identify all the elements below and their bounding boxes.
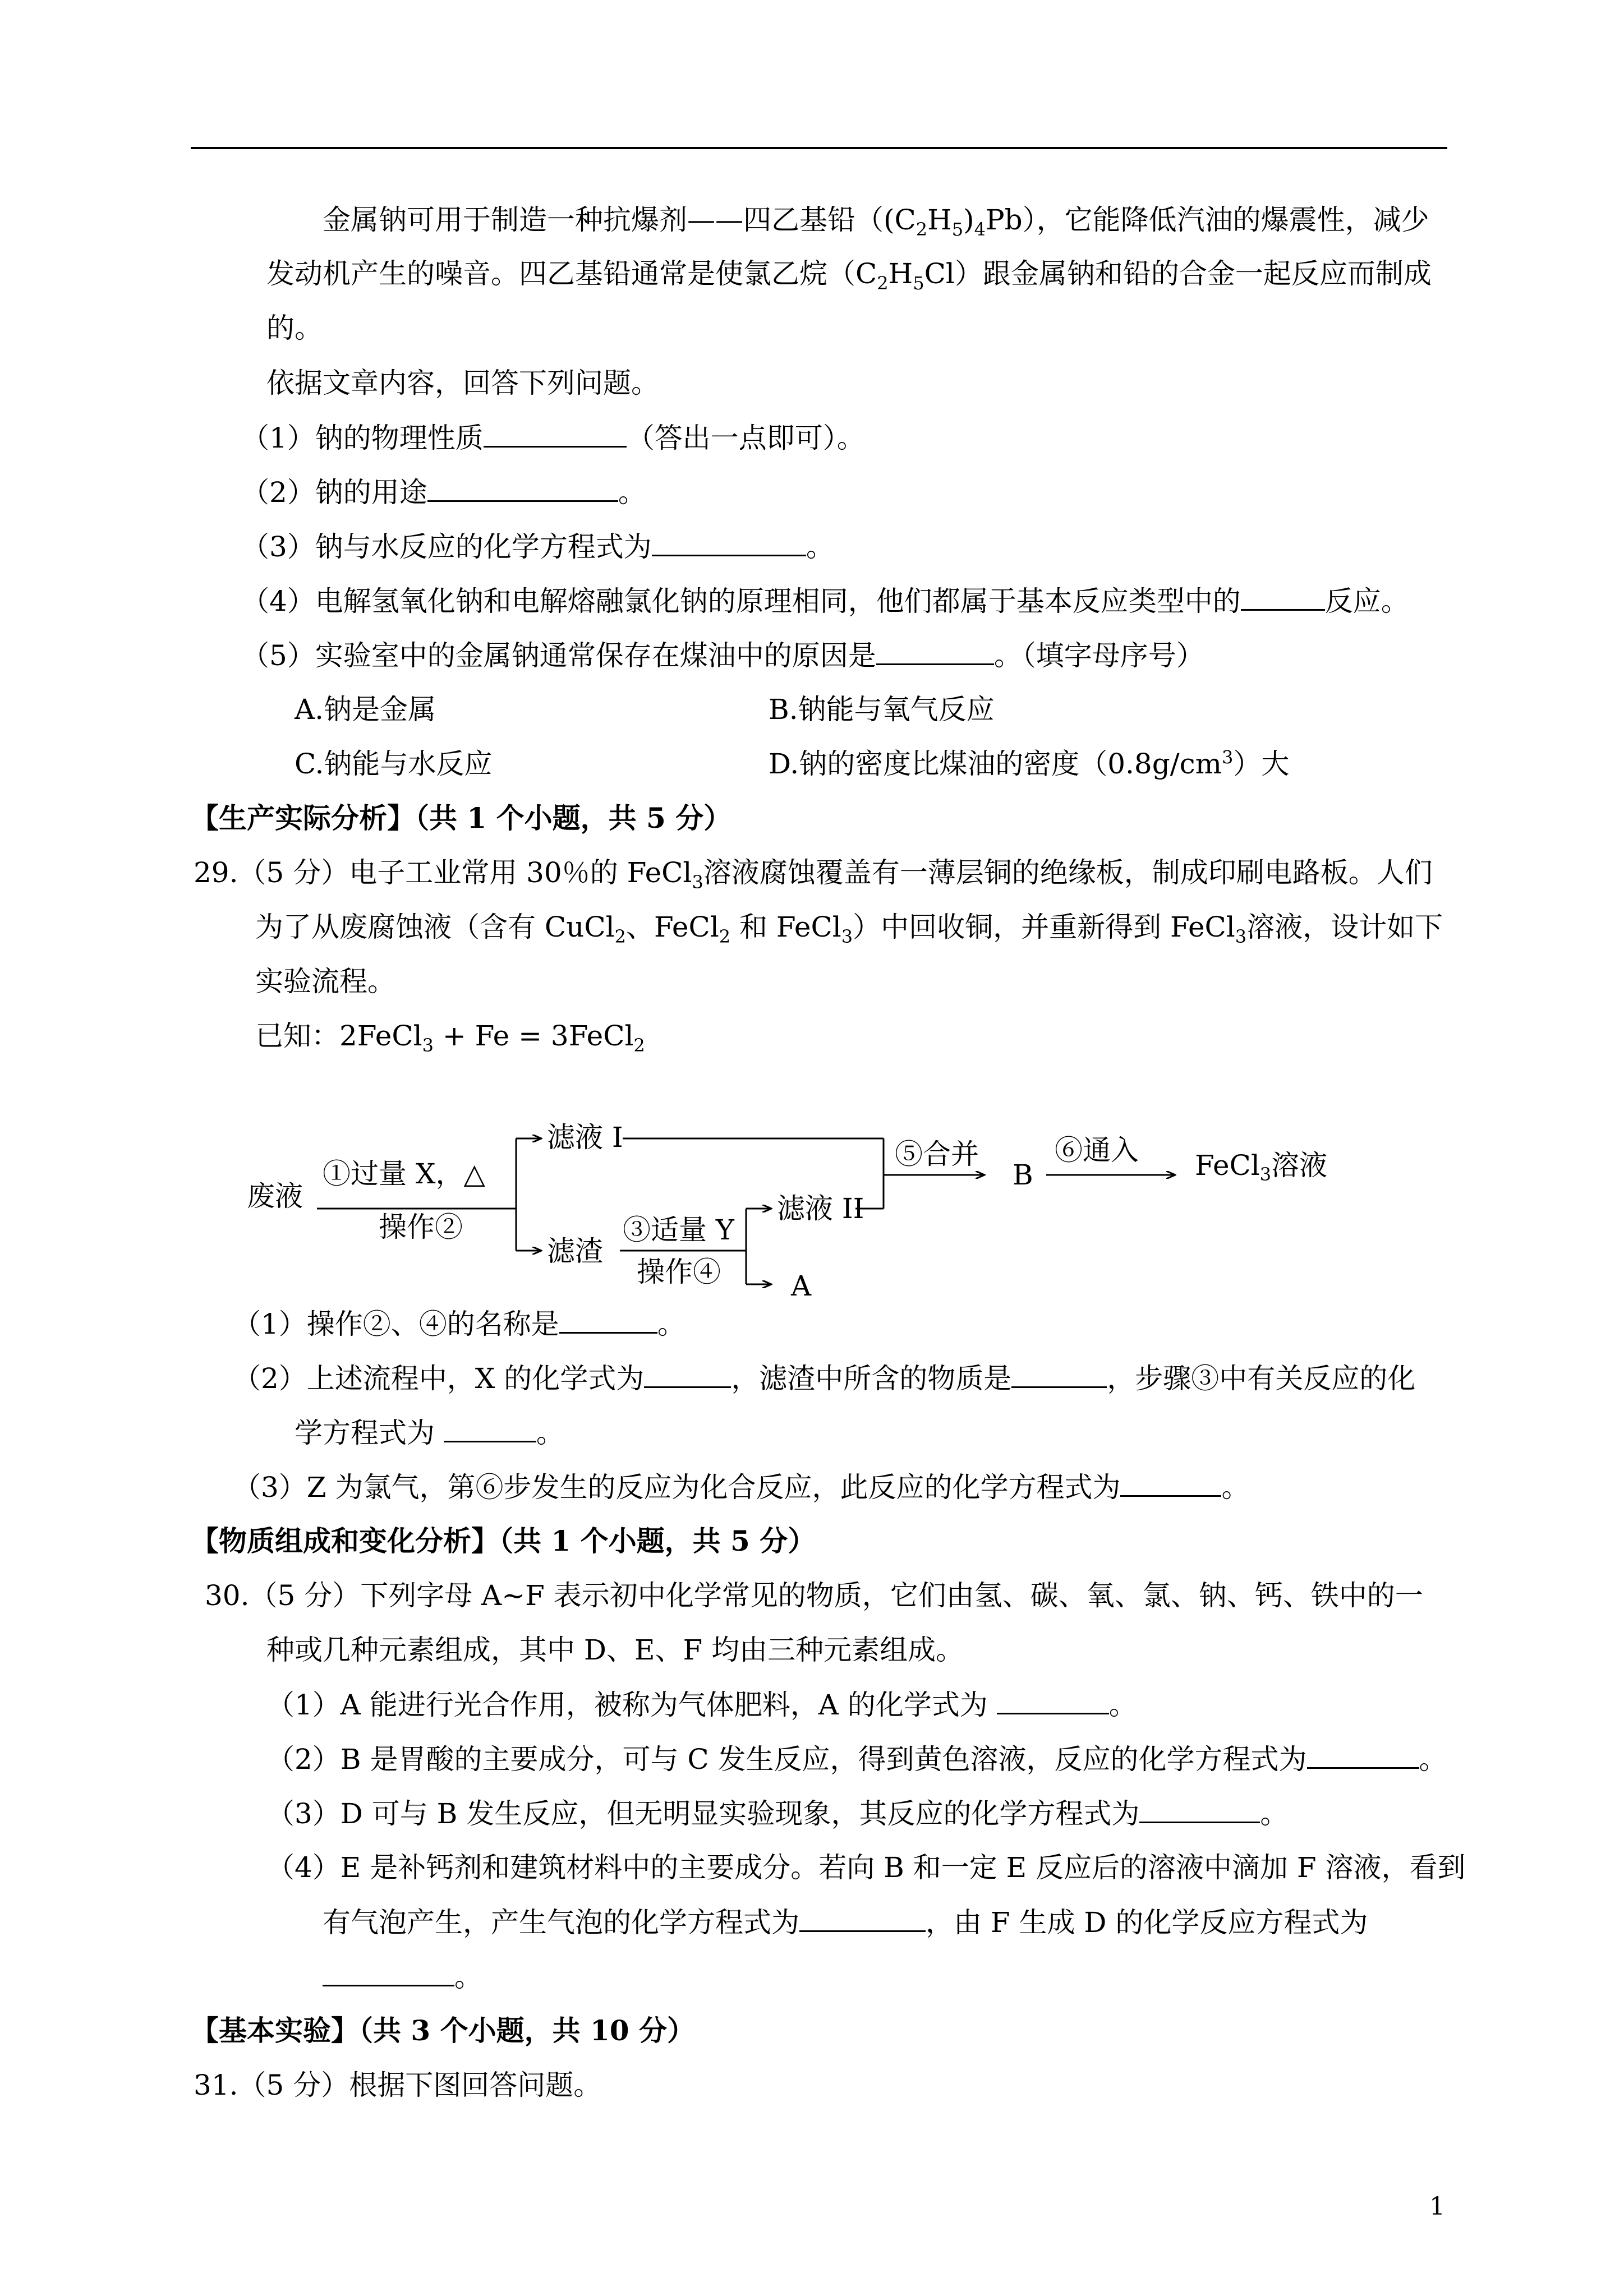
q28-option-d: D.钠的密度比煤油的密度$(0.8g/cm^3)$大	[769, 746, 1290, 780]
q30-part-1: （1）A 能进行光合作用，被称为气体肥料，A 的化学式为 。	[266, 1685, 1137, 1725]
intro-line-1: 金属钠可用于制造一种抗爆剂——四乙基铅$((C_2H_5)_4Pb)$，它能降低汽油的爆震性，减少	[323, 204, 1429, 240]
q28-option-c: C.钠能与水反应	[295, 748, 493, 780]
intro-line-3: 的。	[266, 312, 323, 344]
page-number: 1	[1429, 2192, 1445, 2221]
flow-step-6: ⑥通入	[1055, 1134, 1139, 1167]
q28-option-b: B.钠能与氧气反应	[769, 693, 995, 726]
q29-line-2: 为了从废腐蚀液（含有 CuCl$_2$、FeCl$_2$ 和 FeCl$_3$）中回收铜，并重新得到 FeCl$_3$溶液，设计如下	[255, 911, 1443, 947]
flow-product-A: A	[791, 1270, 812, 1302]
q30-line-1: 30.（5 分）下列字母 A~F 表示初中化学常见的物质，它们由氢、碳、氧、氯、钠、钙、铁中的一	[205, 1579, 1423, 1612]
flow-filtrate-2: 滤液 II	[777, 1192, 864, 1225]
q29-part-2-cont: 学方程式为 。	[295, 1413, 564, 1453]
flow-residue: 滤渣	[547, 1235, 603, 1267]
section-title-basic-experiment: 【基本实验】（共 3 个小题，共 10 分）	[191, 2014, 695, 2047]
flow-step-1: ①过量 X，△	[323, 1158, 485, 1190]
flow-filtrate-1: 滤液 I	[547, 1121, 623, 1154]
q30-part-2: （2）B 是胃酸的主要成分，可与 C 发生反应，得到黄色溶液，反应的化学方程式为 。	[266, 1739, 1447, 1779]
q28-part-1: （1）钠的物理性质 （答出一点即可）。	[241, 418, 865, 458]
q29-line-3: 实验流程。	[255, 965, 395, 998]
q30-line-2: 种或几种元素组成，其中 D、E、F 均由三种元素组成。	[266, 1634, 964, 1666]
intro-line-2: 发动机产生的噪音。四乙基铅通常是使氯乙烷$(C_2H_5Cl)$跟金属钠和铅的合金一起反应而制成	[266, 257, 1432, 294]
flow-final-product: FeCl$_3$溶液	[1195, 1149, 1328, 1185]
flow-intermediate-B: B	[1013, 1159, 1033, 1191]
q28-option-a: A.钠是金属	[295, 693, 436, 726]
intro-line-4: 依据文章内容，回答下列问题。	[266, 367, 659, 399]
q28-part-2: （2）钠的用途 。	[241, 472, 646, 512]
q28-part-5: （5）实验室中的金属钠通常保存在煤油中的原因是 。（填字母序号）	[241, 635, 1204, 675]
flow-step-5: ⑤合并	[895, 1138, 979, 1170]
q29-part-1: （1）操作②、④的名称是 。	[233, 1304, 686, 1344]
section-title-production: 【生产实际分析】（共 1 个小题，共 5 分）	[191, 801, 732, 835]
q28-part-4: （4）电解氢氧化钠和电解熔融氯化钠的原理相同，他们都属于基本反应类型中的 反应。	[241, 581, 1409, 621]
q29-known: 已知：2FeCl$_3$ + Fe = 3FeCl$_2$	[255, 1020, 645, 1056]
q30-part-4-cont: 有气泡产生，产生气泡的化学方程式为 ，由 F 生成 D 的化学反应方程式为	[323, 1902, 1368, 1942]
q28-part-3: （3）钠与水反应的化学方程式为 。	[241, 527, 834, 566]
flow-step-3: ③适量 Y	[623, 1214, 734, 1246]
section-title-composition: 【物质组成和变化分析】（共 1 个小题，共 5 分）	[191, 1524, 816, 1557]
flow-operation-2: 操作②	[379, 1211, 463, 1243]
flow-waste: 废液	[247, 1180, 303, 1212]
q31-line-1: 31.（5 分）根据下图回答问题。	[194, 2069, 602, 2101]
q30-part-4-cont-2: 。	[323, 1957, 482, 1997]
q30-part-3: （3）D 可与 B 发生反应，但无明显实验现象，其反应的化学方程式为 。	[266, 1794, 1288, 1833]
q30-part-4: （4）E 是补钙剂和建筑材料中的主要成分。若向 B 和一定 E 反应后的溶液中滴加 F 溶液，看到	[266, 1851, 1466, 1884]
q29-part-2: （2）上述流程中，X 的化学式为 ，滤渣中所含的物质是 ，步骤③中有关反应的化	[233, 1358, 1415, 1398]
q29-line-1: 29.（5 分）电子工业常用 30％的 FeCl$_3$溶液腐蚀覆盖有一薄层铜的绝缘板，制成印刷电路板。人们	[194, 856, 1433, 893]
q29-part-3: （3）Z 为氯气，第⑥步发生的反应为化合反应，此反应的化学方程式为 。	[233, 1467, 1249, 1507]
flow-operation-4: 操作④	[637, 1256, 721, 1288]
